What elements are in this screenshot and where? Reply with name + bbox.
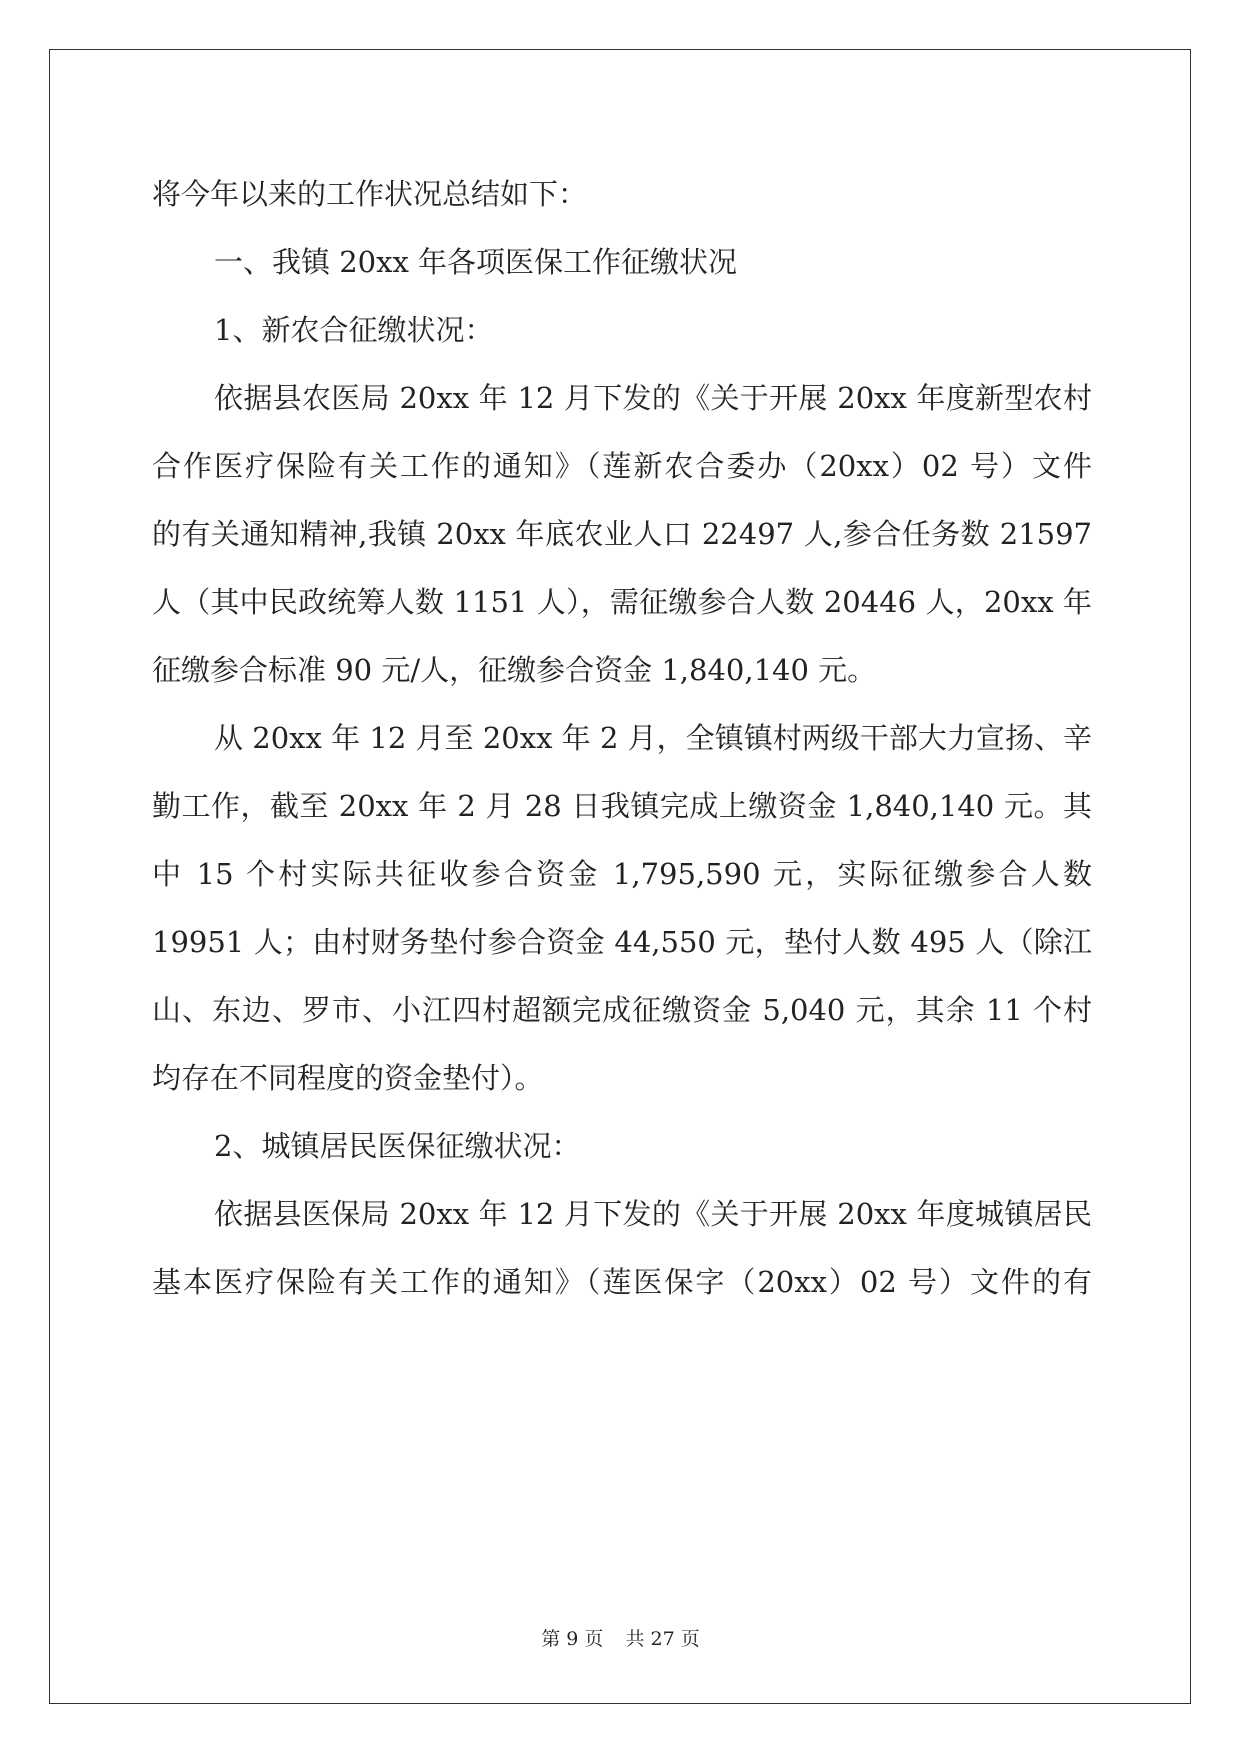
paragraph-line-6: 的有关通知精神,我镇 20xx 年底农业人口 22497 人,参合任务数 21597 (152, 517, 1092, 551)
paragraph-line-5: 合作医疗保险有关工作的通知》（莲新农合委办（20xx）02 号）文件 (152, 449, 1092, 483)
page-footer (0, 1624, 1241, 1651)
section-heading: 一、我镇 20xx 年各项医保工作征缴状况 (214, 245, 738, 279)
subsection-heading-2: 2、城镇居民医保征缴状况： (214, 1129, 581, 1163)
paragraph-line-16: 依据县医保局 20xx 年 12 月下发的《关于开展 20xx 年度城镇居民 (214, 1197, 1092, 1231)
page-number: 第 9 页 (541, 1628, 604, 1650)
paragraph-line-10: 勤工作，截至 20xx 年 2 月 28 日我镇完成上缴资金 1,840,140 元。其 (152, 789, 1092, 823)
paragraph-line-4: 依据县农医局 20xx 年 12 月下发的《关于开展 20xx 年度新型农村 (214, 381, 1092, 415)
paragraph-line-7: 人（其中民政统筹人数 1151 人），需征缴参合人数 20446 人，20xx 年 (152, 585, 1092, 619)
document-body (152, 160, 1092, 1316)
subsection-heading-1: 1、新农合征缴状况： (214, 313, 494, 347)
paragraph-line-9: 从 20xx 年 12 月至 20xx 年 2 月，全镇镇村两级干部大力宣扬、辛 (214, 721, 1092, 755)
paragraph-line-8: 征缴参合标准 90 元/人，征缴参合资金 1,840,140 元。 (152, 653, 877, 687)
page-total: 共 27 页 (625, 1628, 700, 1650)
paragraph-line-17: 基本医疗保险有关工作的通知》（莲医保字（20xx）02 号）文件的有 (152, 1265, 1092, 1299)
paragraph-line-11: 中 15 个村实际共征收参合资金 1,795,590 元，实际征缴参合人数 (152, 857, 1092, 891)
paragraph-line-14: 均存在不同程度的资金垫付）。 (152, 1061, 544, 1095)
paragraph-line-12: 19951 人；由村财务垫付参合资金 44,550 元，垫付人数 495 人（除江 (152, 925, 1092, 959)
paragraph-line-13: 山、东边、罗市、小江四村超额完成征缴资金 5,040 元，其余 11 个村 (152, 993, 1092, 1027)
paragraph-line-1: 将今年以来的工作状况总结如下： (152, 177, 588, 211)
